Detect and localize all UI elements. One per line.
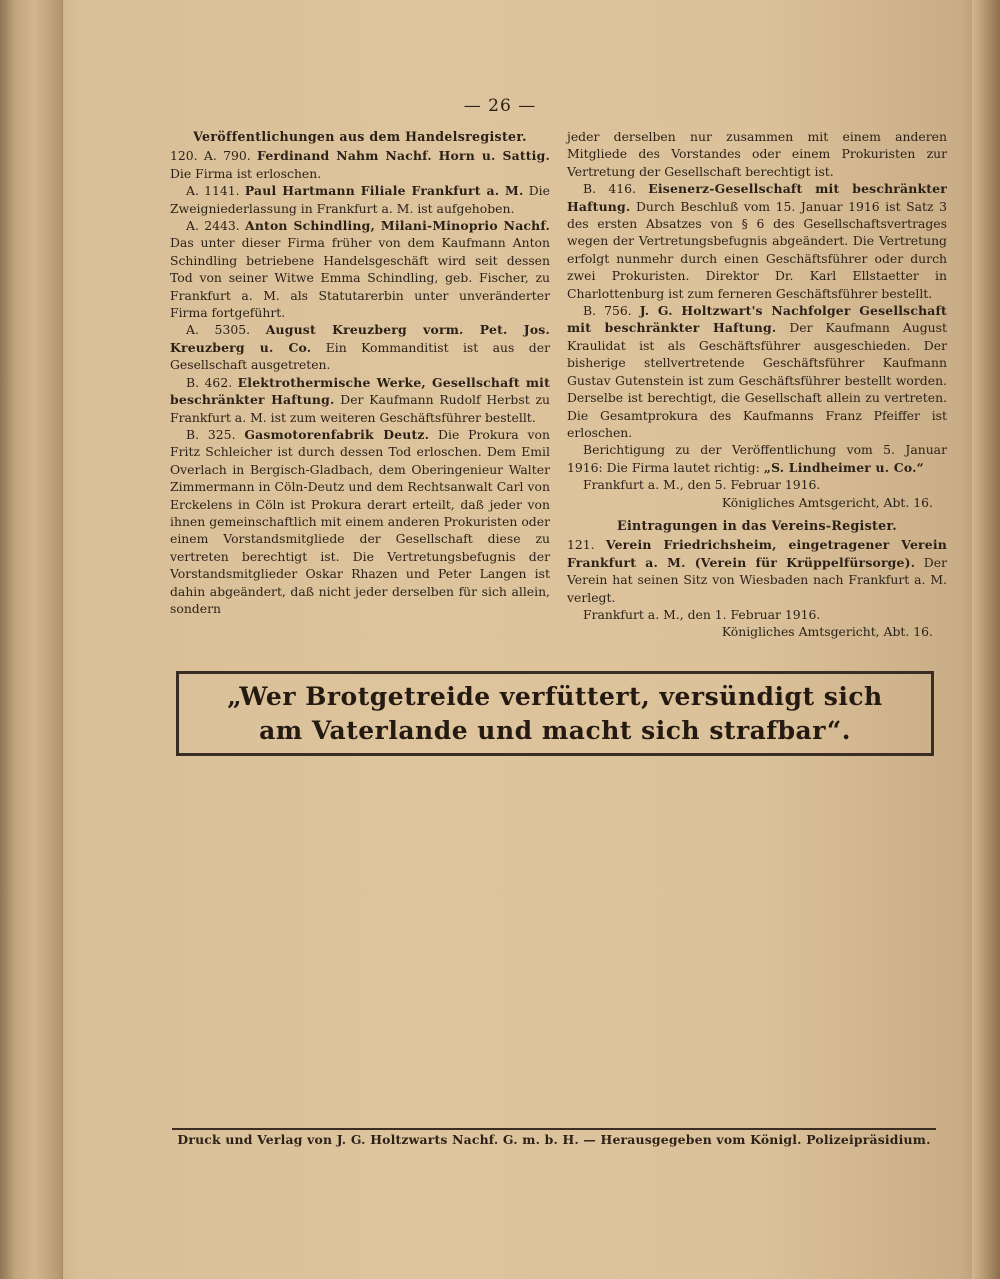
entry-text: Ein Kommanditist ist aus der Gesellschaft ausgetreten.: [170, 339, 550, 373]
entry-number: 120. A. 790.: [170, 148, 251, 164]
entry-text: Die Firma ist erloschen.: [170, 165, 322, 181]
entry-number: A. 5305.: [186, 322, 251, 338]
page-number: — 26 —: [463, 96, 537, 116]
date-line: Frankfurt a. M., den 1. Februar 1916.: [583, 606, 821, 622]
entry-number: B. 325.: [186, 426, 236, 442]
register-entry: [170, 217, 550, 321]
register-entry: [170, 374, 550, 426]
notice-line: am Vaterlande und macht sich strafbar“.: [259, 715, 851, 745]
register-entry: [567, 180, 947, 302]
entry-number: A. 1141.: [186, 183, 240, 199]
entry-firm: Anton Schindling, Milani-Minoprio Nachf.: [245, 218, 550, 234]
continued-text: jeder derselben nur zusammen mit einem anderen Mitgliede des Vorstandes oder einem Prokuristen zur Vertretung der Gesellschaft berechtigt ist.: [567, 129, 947, 179]
entry-firm: Paul Hartmann Filiale Frankfurt a. M.: [244, 183, 524, 199]
entry-text: Die Zweigniederlassung in Frankfurt a. M. ist aufgehoben.: [170, 183, 550, 216]
section-heading-handelsregister: Veröffentlichungen aus dem Handelsregister.: [193, 129, 527, 144]
entry-firm: Ferdinand Nahm Nachf. Horn u. Sattig.: [257, 148, 550, 164]
entry-number: B. 416.: [583, 181, 636, 197]
page-edge: [972, 0, 1000, 1279]
entry-number: B. 756.: [583, 303, 632, 319]
entry-firm: Gasmotorenfabrik Deutz.: [244, 426, 430, 442]
book-spine: [0, 0, 63, 1279]
entry-text: Durch Beschluß vom 15. Januar 1916 ist Satz 3 des ersten Absatzes von § 6 des Gesellschaftsvertrages wegen der Vertretungsbefugnis abgeändert. Die Vertretung erfolgt nunmehr durch einen Geschäftsführer oder durch zwei Prokuristen. Direktor Dr. Karl Ellstaetter in Charlottenburg ist zum ferneren Geschäftsführer bestellt.: [567, 198, 947, 301]
right-column: [567, 128, 947, 641]
register-entry: [170, 182, 550, 217]
register-entry: [170, 426, 550, 617]
imprint-footer: Druck und Verlag von J. G. Holtzwarts Nachf. G. m. b. H. — Herausgegeben vom Königl. Polizeipräsidium.: [177, 1132, 931, 1147]
entry-firm: Elektrothermische Werke, Gesellschaft mit beschränkter Haftung.: [170, 374, 550, 408]
entry-firm: August Kreuzberg vorm. Pet. Jos. Kreuzberg u. Co.: [170, 322, 550, 355]
entry-firm: J. G. Holtzwart's Nachfolger Gesellschaft mit beschränkter Haftung.: [567, 303, 947, 336]
date-line: Frankfurt a. M., den 5. Februar 1916.: [583, 477, 821, 493]
entry-number: B. 462.: [186, 374, 233, 390]
entry-number: 121.: [567, 537, 595, 553]
court-signature: Königliches Amtsgericht, Abt. 16.: [721, 494, 933, 510]
entry-association: Verein Friedrichsheim, eingetragener Verein Frankfurt a. M. (Verein für Krüppelfürsorge).: [567, 537, 947, 570]
notice-line: „Wer Brotgetreide verfüttert, versündigt sich: [227, 681, 883, 711]
register-entry: [170, 321, 550, 373]
left-column: [170, 128, 550, 617]
entry-text: Das unter dieser Firma früher von dem Kaufmann Anton Schindling betriebene Handelsgeschäft wird seit dessen Tod von seiner Witwe Emma Schindling, geb. Fischer, zu Frankfurt a. M. als Statutarerbin unter unveränderter Firma fortgeführt.: [170, 235, 550, 321]
correction-firm: „S. Lindheimer u. Co.“: [763, 459, 924, 475]
entry-firm: Eisenerz-Gesellschaft mit beschränkter Haftung.: [567, 181, 947, 214]
footer-rule: [172, 1128, 936, 1130]
notice-box: [176, 671, 934, 756]
entry-text: Der Kaufmann Rudolf Herbst zu Frankfurt a. M. ist zum weiteren Geschäftsführer bestellt.: [170, 392, 550, 425]
entry-number: A. 2443.: [186, 218, 240, 234]
entry-text: Der Kaufmann August Kraulidat ist als Geschäftsführer ausgeschieden. Der bisherige stellvertretende Geschäftsführer Kaufmann Gustav Gutenstein ist zum Geschäftsführer bestellt worden. Derselbe ist berechtigt, die Gesellschaft allein zu vertreten. Die Gesamtprokura des Kaufmanns Franz Pfeiffer ist erloschen.: [567, 320, 947, 440]
court-signature: Königliches Amtsgericht, Abt. 16.: [721, 624, 933, 640]
entry-text: Der Verein hat seinen Sitz von Wiesbaden nach Frankfurt a. M. verlegt.: [567, 554, 947, 605]
register-entry: [567, 536, 947, 606]
notice-text: [227, 680, 882, 748]
register-entry: [170, 147, 550, 182]
correction-note: [567, 441, 947, 476]
entry-text: Die Prokura von Fritz Schleicher ist durch dessen Tod erloschen. Dem Emil Overlach in Bergisch-Gladbach, dem Oberingenieur Walter Zimmermann in Cöln-Deutz und dem Rechtsanwalt Carl von Erckelens in Cöln ist Prokura derart erteilt, daß jeder von ihnen gemeinschaftlich mit einem anderen Prokuristen oder einem Vorstandsmitgliede der Gesellschaft diese zu vertreten berechtigt ist. Die Vertretungsbefugnis der Vorstandsmitglieder Oskar Rhazen und Peter Langen ist dahin abgeändert, daß nicht jeder derselben für sich allein, sondern: [170, 426, 550, 616]
register-entry: [567, 302, 947, 441]
correction-text: Berichtigung zu der Veröffentlichung vom 5. Januar 1916: Die Firma lautet richtig:: [567, 442, 947, 475]
section-heading-vereinsregister: Eintragungen in das Vereins-Register.: [617, 517, 897, 533]
